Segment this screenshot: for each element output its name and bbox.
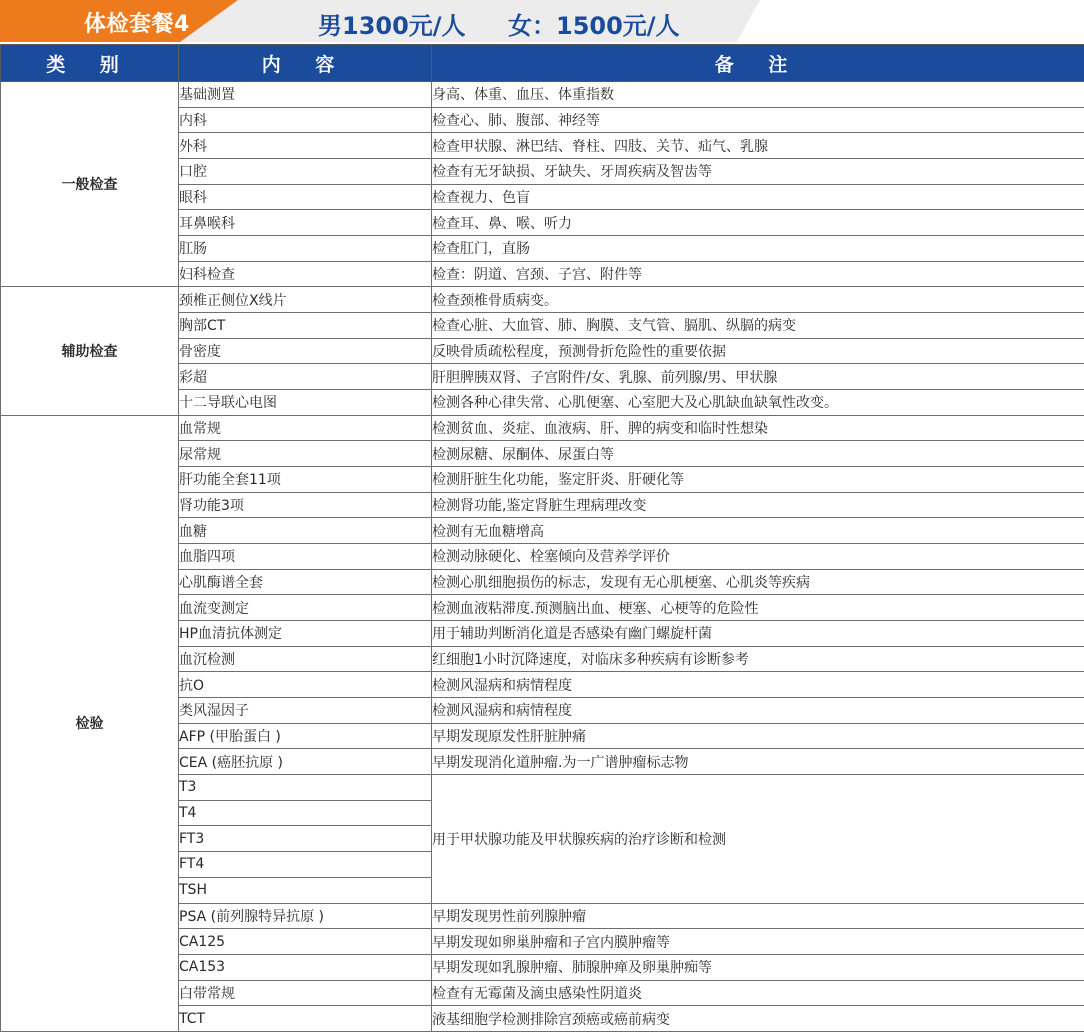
item-cell: 基础测置 <box>179 82 432 108</box>
note-cell: 检测肝脏生化功能，鉴定肝炎、肝硬化等 <box>432 467 1084 493</box>
note-cell: 检测血液粘滞度.预测脑出血、梗塞、心梗等的危险性 <box>432 595 1084 621</box>
note-cell: 检测贫血、炎症、血液病、肝、脾的病变和临时性想染 <box>432 415 1084 441</box>
header-category: 类 别 <box>1 45 179 82</box>
item-cell: HP血清抗体测定 <box>179 621 432 647</box>
item-cell: CA153 <box>179 954 432 980</box>
table-row <box>1 82 1084 108</box>
note-cell: 早期发现消化道肿瘤.为一广谱肿瘤标志物 <box>432 749 1084 775</box>
note-cell: 肝胆脾胰双肾、子宫附件/女、乳腺、前列腺/男、甲状腺 <box>432 364 1084 390</box>
item-cell: 抗O <box>179 672 432 698</box>
price-female: 女：1500元/人 <box>508 6 680 41</box>
table-body <box>1 82 1084 1032</box>
note-cell: 检查：阴道、宫颈、子宫、附件等 <box>432 261 1084 287</box>
item-cell: 尿常规 <box>179 441 432 467</box>
note-cell: 检查心脏、大血管、肺、胸膜、支气管、膈肌、纵膈的病变 <box>432 313 1084 339</box>
note-cell: 早期发现原发性肝脏肿痛 <box>432 723 1084 749</box>
note-cell: 检查颈椎骨质病变。 <box>432 287 1084 313</box>
item-cell: 肾功能3项 <box>179 492 432 518</box>
note-cell: 检查有无牙缺损、牙缺失、牙周疾病及智齿等 <box>432 159 1084 185</box>
item-cell: TSH <box>179 877 432 903</box>
note-cell: 检查肛门，直肠 <box>432 236 1084 262</box>
item-cell: 彩超 <box>179 364 432 390</box>
note-cell: 用于辅助判断消化道是否感染有幽门螺旋杆菌 <box>432 621 1084 647</box>
note-cell: 早期发现男性前列腺肿瘤 <box>432 903 1084 929</box>
item-cell: 血流变测定 <box>179 595 432 621</box>
item-cell: 骨密度 <box>179 338 432 364</box>
note-cell: 早期发现如卵巢肿瘤和子宫内膜肿瘤等 <box>432 929 1084 955</box>
item-cell: CA125 <box>179 929 432 955</box>
note-cell: 检测有无血糖增高 <box>432 518 1084 544</box>
item-cell: 眼科 <box>179 184 432 210</box>
item-cell: 口腔 <box>179 159 432 185</box>
item-cell: 肛肠 <box>179 236 432 262</box>
note-cell: 检测肾功能,鉴定肾脏生理病理改变 <box>432 492 1084 518</box>
item-cell: AFP (甲胎蛋白 ) <box>179 723 432 749</box>
note-cell: 检查心、肺、腹部、神经等 <box>432 107 1084 133</box>
category-cell: 一般检查 <box>1 82 179 287</box>
note-cell: 检测各种心律失常、心肌便塞、心室肥大及心肌缺血缺氧性改变。 <box>432 390 1084 416</box>
note-cell: 检测心肌细胞损伤的标志，发现有无心肌梗塞、心肌炎等疾病 <box>432 569 1084 595</box>
package-title: 体检套餐4 <box>84 7 190 38</box>
item-cell: PSA (前列腺特异抗原 ) <box>179 903 432 929</box>
price-male: 男1300元/人 <box>318 6 466 41</box>
item-cell: 胸部CT <box>179 313 432 339</box>
item-cell: 妇科检查 <box>179 261 432 287</box>
item-cell: 心肌酶谱全套 <box>179 569 432 595</box>
item-cell: 类风湿因子 <box>179 698 432 724</box>
category-cell: 检验 <box>1 415 179 1031</box>
note-cell: 反映骨质疏松程度，预测骨折危险性的重要依据 <box>432 338 1084 364</box>
item-cell: T3 <box>179 775 432 801</box>
category-cell: 辅助检查 <box>1 287 179 415</box>
item-cell: 血脂四项 <box>179 544 432 570</box>
item-cell: 白带常规 <box>179 980 432 1006</box>
item-cell: 血糖 <box>179 518 432 544</box>
package-banner <box>0 0 1084 42</box>
note-cell: 检查视力、色盲 <box>432 184 1084 210</box>
header-content: 内 容 <box>179 45 432 82</box>
table-header-row <box>1 45 1084 82</box>
note-cell: 检测风湿病和病情程度 <box>432 698 1084 724</box>
note-cell: 检测动脉硬化、栓塞倾向及营养学评价 <box>432 544 1084 570</box>
item-cell: CEA (癌胚抗原 ) <box>179 749 432 775</box>
note-cell: 身高、体重、血压、体重指数 <box>432 82 1084 108</box>
item-cell: 血常规 <box>179 415 432 441</box>
note-cell: 检查有无霉菌及滴虫感染性阴道炎 <box>432 980 1084 1006</box>
header-note: 备 注 <box>432 45 1084 82</box>
item-cell: 耳鼻喉科 <box>179 210 432 236</box>
table-row <box>1 287 1084 313</box>
item-cell: 血沉检测 <box>179 646 432 672</box>
checkup-table <box>0 44 1084 1032</box>
table-row <box>1 415 1084 441</box>
note-cell: 早期发现如乳腺肿瘤、肺腺肿瘅及卵巢肿痴等 <box>432 954 1084 980</box>
item-cell: 十二导联心电图 <box>179 390 432 416</box>
note-cell: 液基细胞学检测排除宫颈癌或癌前病变 <box>432 1006 1084 1032</box>
note-cell: 用于甲状腺功能及甲状腺疾病的治疗诊断和检测 <box>432 775 1084 903</box>
note-cell: 检测尿糖、尿酮体、尿蛋白等 <box>432 441 1084 467</box>
note-cell: 检查甲状腺、淋巴结、脊柱、四肢、关节、疝气、乳腺 <box>432 133 1084 159</box>
item-cell: FT3 <box>179 826 432 852</box>
item-cell: FT4 <box>179 852 432 878</box>
note-cell: 红细胞1小时沉降速度，对临床多种疾病有诊断参考 <box>432 646 1084 672</box>
item-cell: 肝功能全套11项 <box>179 467 432 493</box>
item-cell: 外科 <box>179 133 432 159</box>
item-cell: 内科 <box>179 107 432 133</box>
item-cell: T4 <box>179 800 432 826</box>
item-cell: TCT <box>179 1006 432 1032</box>
note-cell: 检测风湿病和病情程度 <box>432 672 1084 698</box>
item-cell: 颈椎正侧位X线片 <box>179 287 432 313</box>
note-cell: 检查耳、鼻、喉、听力 <box>432 210 1084 236</box>
